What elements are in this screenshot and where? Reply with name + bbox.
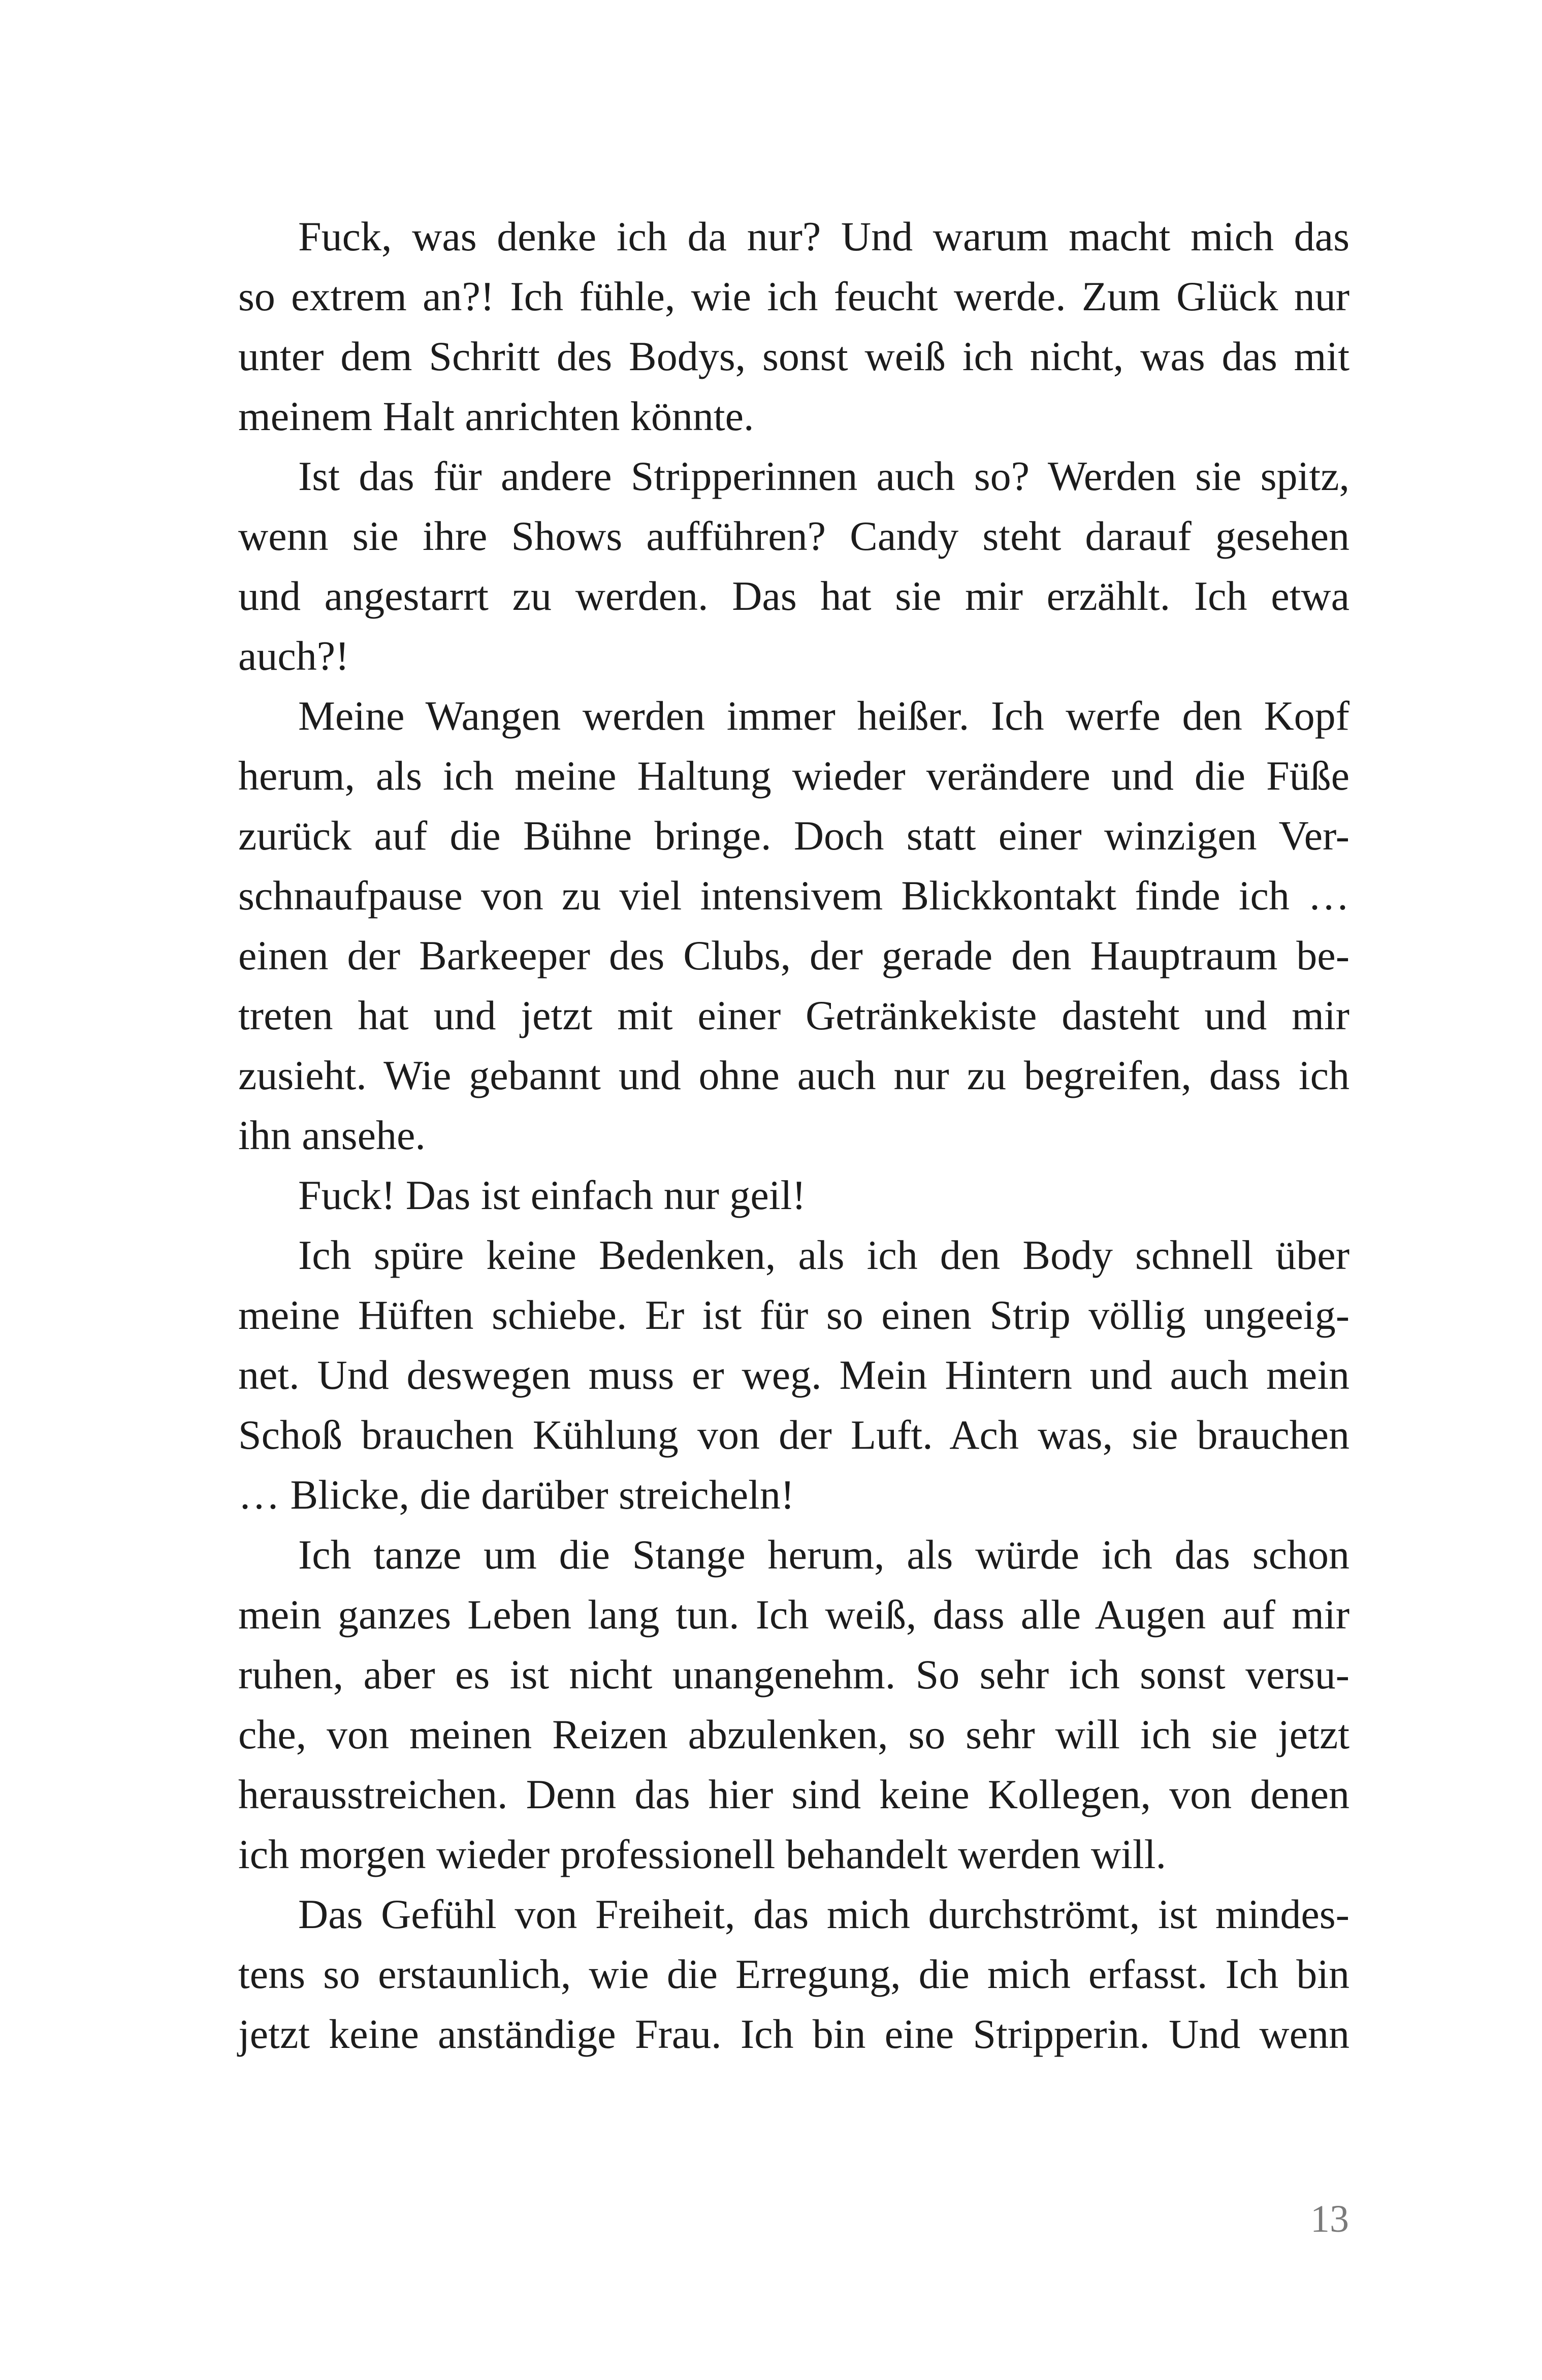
text-line: Ich tanze um die Stange herum, als würde ich das schon xyxy=(298,1531,1350,1578)
paragraph xyxy=(238,1225,1350,1525)
body-text xyxy=(238,207,1350,2064)
paragraph xyxy=(238,446,1350,686)
text-line: jetzt keine anständige Frau. Ich bin eine Stripperin. Und wenn xyxy=(238,2011,1350,2057)
text-line: Meine Wangen werden immer heißer. Ich werfe den Kopf xyxy=(298,693,1350,739)
text-line: zusieht. Wie gebannt und ohne auch nur zu begreifen, dass ich xyxy=(238,1052,1350,1098)
paragraph xyxy=(238,1525,1350,1884)
paragraph xyxy=(238,1884,1350,2064)
text-line: einen der Barkeeper des Clubs, der gerade den Hauptraum be- xyxy=(238,932,1350,979)
text-line: … Blicke, die darüber streicheln! xyxy=(238,1472,795,1518)
text-line: zurück auf die Bühne bringe. Doch statt einer winzigen Ver- xyxy=(238,812,1350,859)
text-line: Fuck! Das ist einfach nur geil! xyxy=(298,1172,806,1218)
text-line: ruhen, aber es ist nicht unangenehm. So sehr ich sonst versu- xyxy=(238,1651,1350,1698)
text-line: meinem Halt anrichten könnte. xyxy=(238,393,754,439)
text-line: ihn ansehe. xyxy=(238,1112,426,1158)
text-line: Ist das für andere Stripperinnen auch so? Werden sie spitz, xyxy=(298,453,1350,499)
text-line: Schoß brauchen Kühlung von der Luft. Ach was, sie brauchen xyxy=(238,1412,1350,1458)
text-line: mein ganzes Leben lang tun. Ich weiß, dass alle Augen auf mir xyxy=(238,1591,1350,1638)
text-line: so extrem an?! Ich fühle, wie ich feucht werde. Zum Glück nur xyxy=(238,273,1350,319)
paragraph xyxy=(238,207,1350,446)
text-line: treten hat und jetzt mit einer Getränkekiste dasteht und mir xyxy=(238,992,1350,1038)
text-line: tens so erstaunlich, wie die Erregung, die mich erfasst. Ich bin xyxy=(238,1951,1350,1997)
paragraph xyxy=(238,1165,1350,1225)
text-line: che, von meinen Reizen abzulenken, so sehr will ich sie jetzt xyxy=(238,1711,1350,1757)
text-line: unter dem Schritt des Bodys, sonst weiß ich nicht, was das mit xyxy=(238,333,1350,379)
text-line: und angestarrt zu werden. Das hat sie mir erzählt. Ich etwa xyxy=(238,573,1350,619)
page-number: 13 xyxy=(1310,2198,1349,2240)
text-line: ich morgen wieder professionell behandelt werden will. xyxy=(238,1831,1166,1877)
text-line: Das Gefühl von Freiheit, das mich durchströmt, ist mindes- xyxy=(298,1891,1350,1937)
text-line: auch?! xyxy=(238,633,349,679)
text-line: meine Hüften schiebe. Er ist für so einen Strip völlig ungeeig- xyxy=(238,1292,1350,1338)
text-line: schnaufpause von zu viel intensivem Blickkontakt finde ich … xyxy=(238,872,1350,919)
text-line: wenn sie ihre Shows aufführen? Candy steht darauf gesehen xyxy=(238,513,1350,559)
text-line: herausstreichen. Denn das hier sind keine Kollegen, von denen xyxy=(238,1771,1350,1817)
text-line: herum, als ich meine Haltung wieder verändere und die Füße xyxy=(238,753,1350,799)
paragraph xyxy=(238,686,1350,1165)
text-line: Ich spüre keine Bedenken, als ich den Body schnell über xyxy=(298,1232,1350,1278)
text-line: Fuck, was denke ich da nur? Und warum macht mich das xyxy=(298,213,1350,259)
text-line: net. Und deswegen muss er weg. Mein Hintern und auch mein xyxy=(238,1352,1350,1398)
